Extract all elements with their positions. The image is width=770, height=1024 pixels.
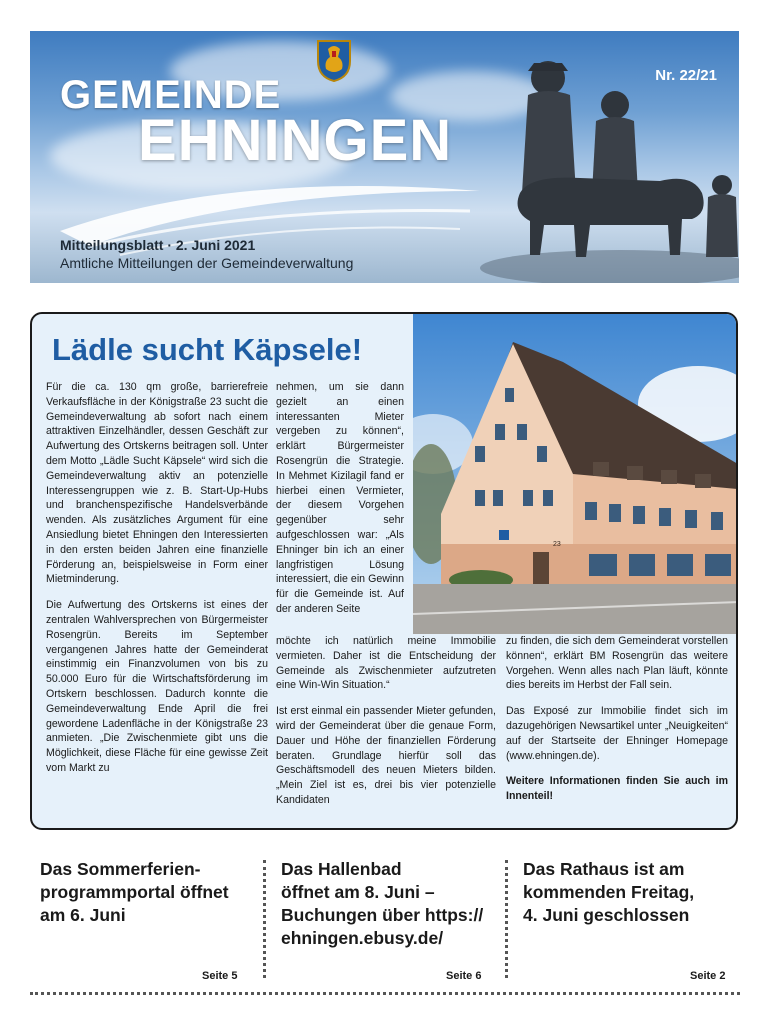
article-column-2 (276, 380, 404, 628)
article-paragraph: möchte ich natürlich meine Immobilie vermieten. Daher ist die Entscheidung der Gemeinde als Zwischenmieter aufzutreten eine Win-Win Situation.“ (276, 635, 496, 692)
masthead-subtitle-description: Amtliche Mitteilungen der Gemeindeverwaltung (60, 255, 354, 271)
teaser-summer-program[interactable] (40, 858, 250, 927)
masthead (30, 31, 739, 283)
statue-image (470, 43, 739, 283)
coat-of-arms-icon (316, 39, 352, 83)
teaser-page-ref[interactable]: Seite 6 (446, 970, 482, 982)
teaser-swimming-pool[interactable] (281, 858, 491, 950)
article-paragraph: Die Aufwertung des Ortskerns ist eines der zentralen Wahlversprechen von Bürgermeister Rosengrün. Bereits im September vergangenen Jahres hatte der Gemeinderat einstimmig ein Finanzvolumen von bis zu 50.000 Euro für die Wirtschaftsförderung im Ortskern beschlossen. Dadurch konnte die Gemeindeverwaltung Ende April die frei gewordene Ladenfläche in der Königstraße 23 anmieten. „Die Zwischenmiete gibt uns die Möglichkeit, diese Fläche für eine gewisse Zeit vom Markt zu (46, 599, 268, 774)
article-paragraph: Ist erst einmal ein passender Mieter gefunden, wird der Gemeinderat über die genaue Form, Dauer und Höhe der finanziellen Förderung beraten. Grundlage hierfür soll das Geschäftsmodell des neuen Mieters bilden. „Mein Ziel ist es, drei bis vier potenzielle Kandidaten (276, 705, 496, 806)
divider-dotted (263, 860, 266, 978)
masthead-title-line1: GEMEINDE (60, 73, 282, 117)
teaser-headline-line: Das Hallenbad (281, 859, 402, 879)
footer-dotted-rule (30, 992, 740, 995)
article-paragraph: nehmen, um sie dann gezielt an einen interessanten Mieter vergeben zu können“, erklärt Bürgermeister Rosengrün die Strategie. In Mehmet Kizilagil fand er hierbei einen Vermieter, der diesem Vorgehen gegenüber sehr aufgeschlossen war: „Als Ehninger bin ich an einer langfristigen Lösung interessiert, die ein Gewinn für die Gemeinde ist. Auf der anderen Seite (276, 381, 404, 615)
teaser-headline-line: 4. Juni geschlossen (523, 905, 690, 925)
teaser-headline (281, 858, 491, 950)
divider-dotted (505, 860, 508, 978)
masthead-subtitle-date: Mitteilungsblatt · 2. Juni 2021 (60, 237, 256, 253)
article-paragraph: Für die ca. 130 qm große, barrierefreie Verkaufsfläche in der Königstraße 23 sucht die Gemeindeverwaltung ab sofort nach einem attraktiven Einzelhändler, dessen Geschäft zur Aufwertung des Ortskerns beitragen soll. Unter dem Motto „Lädle Sucht Käpsele“ wird sich die Gemeindeverwaltung aktiv an potenzielle Interessengruppen wie z. B. Start-Up-Hubs und branchenspezifische Handelsverbände wenden. Als zusätzliches Argument für eine Ansiedlung bietet Ehningen den Interessierten in den ersten beiden Jahren eine finanzielle Förderung an, beispielsweise in Form einer Mietminderung. (46, 381, 268, 586)
article-column-2-continued (276, 634, 496, 819)
feature-headline: Lädle sucht Käpsele! (52, 332, 363, 367)
teaser-headline-line: kommenden Freitag, (523, 882, 695, 902)
feature-article-box (30, 312, 738, 830)
more-info-note: Weitere Informationen finden Sie auch im Innenteil! (506, 775, 728, 803)
teaser-headline (523, 858, 733, 927)
teaser-headline-line: Buchungen über https:// (281, 905, 484, 925)
teaser-page-ref[interactable]: Seite 2 (690, 970, 726, 982)
teaser-headline-line: programmportal öffnet (40, 882, 229, 902)
teaser-page-ref[interactable]: Seite 5 (202, 970, 238, 982)
article-column-3 (506, 634, 728, 815)
issue-number: Nr. 22/21 (655, 67, 717, 84)
teaser-headline-line: ehningen.ebusy.de/ (281, 928, 444, 948)
article-column-1 (46, 380, 268, 787)
article-paragraph: Das Exposé zur Immobilie findet sich im dazugehörigen Newsartikel unter „Neuigkeiten“ auf der Startseite der Ehninger Homepage (www.ehningen.de). (506, 705, 728, 762)
building-photo (413, 314, 738, 634)
house-number: 23 (553, 541, 561, 548)
teaser-headline-line: Das Rathaus ist am (523, 859, 685, 879)
teaser-headline-line: am 6. Juni (40, 905, 126, 925)
article-paragraph: zu finden, die sich dem Gemeinderat vorstellen können“, erklärt BM Rosengrün das weitere Vorgehen. Wenn alles nach Plan läuft, könnte dies bereits im Herbst der Fall sein. (506, 635, 728, 692)
teaser-town-hall[interactable] (523, 858, 733, 927)
teaser-headline (40, 858, 250, 927)
teaser-headline-line: Das Sommerferien- (40, 859, 201, 879)
masthead-title-line2: EHNINGEN (138, 108, 453, 173)
teaser-headline-line: öffnet am 8. Juni – (281, 882, 435, 902)
